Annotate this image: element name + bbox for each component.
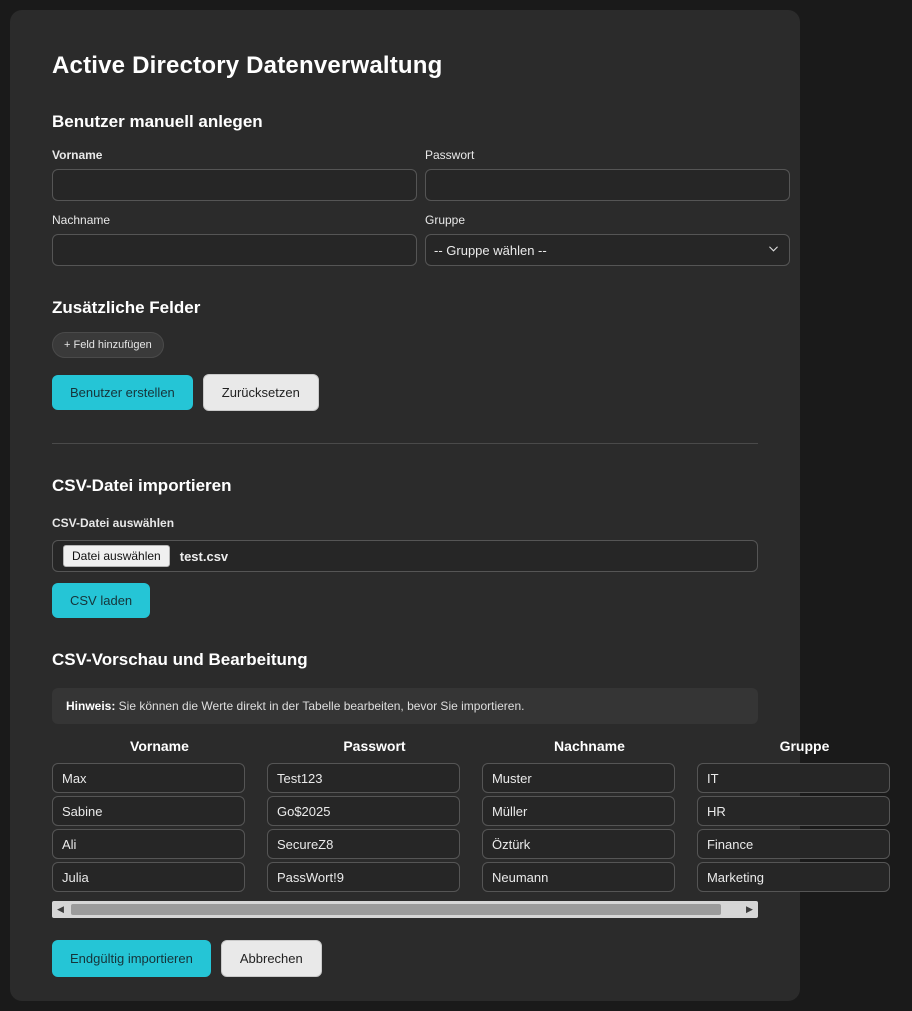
cancel-button[interactable]: Abbrechen [221, 940, 322, 977]
cell-input-2-1[interactable] [267, 829, 460, 859]
table-cell [267, 829, 482, 862]
preview-note [52, 688, 758, 724]
csv-file-label: CSV-Datei auswählen [52, 516, 175, 530]
cell-input-1-1[interactable] [267, 796, 460, 826]
preview-actions [52, 940, 758, 977]
table-row [52, 862, 912, 895]
field-vorname [52, 148, 417, 201]
table-cell [697, 829, 912, 862]
label-nachname: Nachname [52, 213, 111, 227]
table-cell [52, 763, 267, 796]
field-gruppe [425, 213, 790, 266]
table-header-row [52, 738, 912, 763]
manual-section-heading: Benutzer manuell anlegen [52, 112, 263, 131]
table-row [52, 763, 912, 796]
table-cell [267, 862, 482, 895]
column-header-nachname: Nachname [554, 738, 625, 754]
cell-input-2-3[interactable] [697, 829, 890, 859]
table-cell [267, 796, 482, 829]
label-vorname: Vorname [52, 148, 103, 162]
preview-note-text: Sie können die Werte direkt in der Tabelle bearbeiten, bevor Sie importieren. [115, 699, 525, 713]
add-field-row [52, 332, 758, 358]
table-cell [482, 763, 697, 796]
table-cell [52, 829, 267, 862]
column-header-passwort: Passwort [343, 738, 406, 754]
field-nachname [52, 213, 417, 266]
column-header-vorname: Vorname [130, 738, 189, 754]
table-cell [482, 829, 697, 862]
field-passwort [425, 148, 790, 201]
gruppe-select-wrap [425, 234, 790, 266]
csv-file-group [52, 516, 758, 618]
table-horizontal-scrollbar[interactable] [52, 901, 758, 918]
preview-heading: CSV-Vorschau und Bearbeitung [52, 650, 308, 669]
scroll-left-arrow[interactable]: ◀ [57, 904, 64, 914]
cell-input-3-2[interactable] [482, 862, 675, 892]
final-import-button[interactable]: Endgültig importieren [52, 940, 211, 977]
section-divider [52, 443, 758, 444]
cell-input-0-2[interactable] [482, 763, 675, 793]
main-card [10, 10, 830, 1001]
table-cell [482, 796, 697, 829]
csv-import-heading: CSV-Datei importieren [52, 476, 232, 495]
gruppe-select[interactable] [425, 234, 790, 266]
csv-file-input[interactable] [52, 540, 758, 572]
cell-input-2-2[interactable] [482, 829, 675, 859]
cell-input-0-3[interactable] [697, 763, 890, 793]
table-cell [267, 763, 482, 796]
create-user-button[interactable]: Benutzer erstellen [52, 375, 193, 410]
preview-note-prefix: Hinweis: [66, 699, 116, 713]
table-cell [52, 796, 267, 829]
label-gruppe: Gruppe [425, 213, 466, 227]
label-passwort: Passwort [425, 148, 475, 162]
csv-load-row [52, 583, 758, 618]
cell-input-3-1[interactable] [267, 862, 460, 892]
cell-input-1-0[interactable] [52, 796, 245, 826]
cell-input-0-1[interactable] [267, 763, 460, 793]
passwort-input[interactable] [425, 169, 790, 201]
cell-input-1-2[interactable] [482, 796, 675, 826]
load-csv-button[interactable]: CSV laden [52, 583, 150, 618]
manual-form [52, 148, 758, 266]
choose-file-button[interactable]: Datei auswählen [63, 545, 170, 567]
scrollbar-thumb[interactable] [71, 904, 721, 915]
table-row [52, 829, 912, 862]
add-field-button[interactable]: + Feld hinzufügen [52, 332, 164, 358]
cell-input-3-3[interactable] [697, 862, 890, 892]
table-row [52, 796, 912, 829]
table-cell [482, 862, 697, 895]
extra-fields-heading: Zusätzliche Felder [52, 298, 201, 317]
cell-input-1-3[interactable] [697, 796, 890, 826]
vorname-input[interactable] [52, 169, 417, 201]
table-cell [52, 862, 267, 895]
page-title: Active Directory Datenverwaltung [52, 52, 443, 79]
chosen-file-name: test.csv [179, 548, 229, 564]
scroll-right-arrow[interactable]: ▶ [746, 904, 753, 914]
cell-input-3-0[interactable] [52, 862, 245, 892]
csv-preview-table-wrap [52, 738, 830, 895]
csv-preview-table [52, 738, 912, 895]
reset-button[interactable]: Zurücksetzen [203, 374, 319, 411]
table-cell [697, 862, 912, 895]
manual-actions [52, 374, 758, 411]
table-cell [697, 763, 912, 796]
column-header-gruppe: Gruppe [779, 738, 830, 754]
cell-input-0-0[interactable] [52, 763, 245, 793]
table-cell [697, 796, 912, 829]
nachname-input[interactable] [52, 234, 417, 266]
cell-input-2-0[interactable] [52, 829, 245, 859]
